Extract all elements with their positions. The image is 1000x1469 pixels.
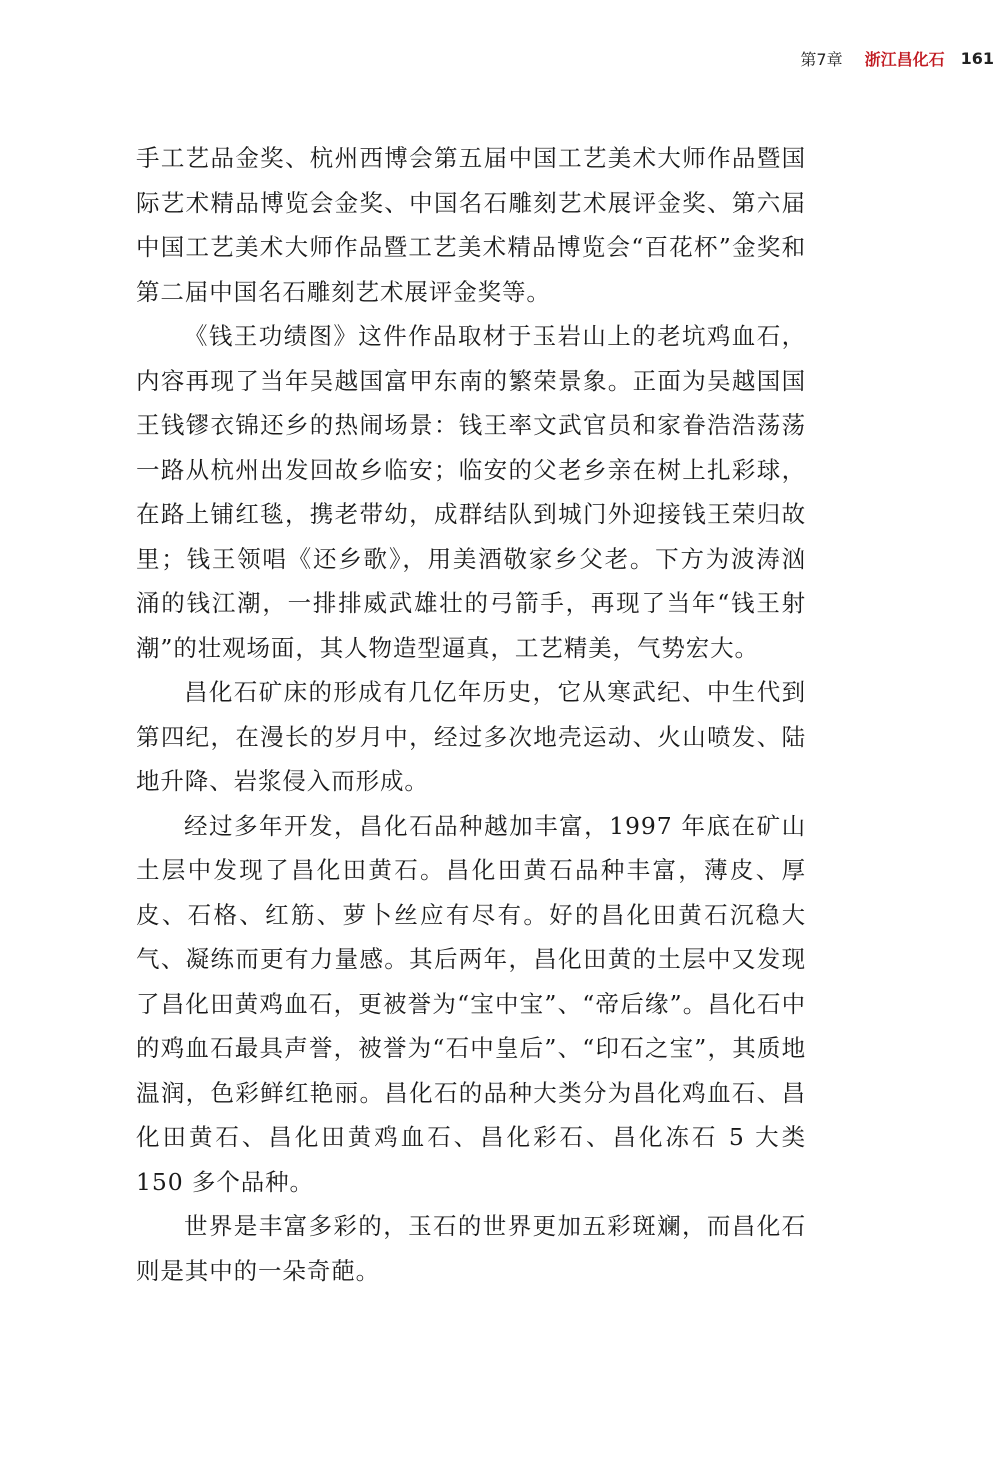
paragraph-3: 昌化石矿床的形成有几亿年历史，它从寒武纪、中生代到第四纪，在漫长的岁月中，经过多次地壳运动、火山喷发、陆地升降、岩浆侵入而形成。 [136,678,806,795]
paragraph-1: 手工艺品金奖、杭州西博会第五届中国工艺美术大师作品暨国际艺术精品博览会金奖、中国名石雕刻艺术展评金奖、第六届中国工艺美术大师作品暨工艺美术精品博览会“百花杯”金奖和第二届中国名石雕刻艺术展评金奖等。 [136,144,806,306]
page-number: 161 [960,48,994,68]
section-title: 浙江昌化石 [864,49,945,69]
paragraph-5: 世界是丰富多彩的，玉石的世界更加五彩斑斓，而昌化石则是其中的一朵奇葩。 [136,1212,806,1285]
body-text [136,136,806,1293]
running-header [800,44,994,72]
paragraph-4: 经过多年开发，昌化石品种越加丰富，1997 年底在矿山土层中发现了昌化田黄石。昌化田黄石品种丰富，薄皮、厚皮、石格、红筋、萝卜丝应有尽有。好的昌化田黄石沉稳大气、凝练而更有力量感。其后两年，昌化田黄的土层中又发现了昌化田黄鸡血石，更被誉为“宝中宝”、“帝后缘”。昌化石中的鸡血石最具声誉，被誉为“石中皇后”、“印石之宝”，其质地温润，色彩鲜红艳丽。昌化石的品种大类分为昌化鸡血石、昌化田黄石、昌化田黄鸡血石、昌化彩石、昌化冻石 5 大类 150 多个品种。 [136,811,806,1196]
paragraph-2: 《钱王功绩图》这件作品取材于玉岩山上的老坑鸡血石，内容再现了当年吴越国富甲东南的繁荣景象。正面为吴越国国王钱镠衣锦还乡的热闹场景：钱王率文武官员和家眷浩浩荡荡一路从杭州出发回故乡临安；临安的父老乡亲在树上扎彩球，在路上铺红毯，携老带幼，成群结队到城门外迎接钱王荣归故里；钱王领唱《还乡歌》，用美酒敬家乡父老。下方为波涛汹涌的钱江潮，一排排威武雄壮的弓箭手，再现了当年“钱王射潮”的壮观场面，其人物造型逼真，工艺精美，气势宏大。 [136,322,806,662]
chapter-label: 第7章 [800,49,843,69]
